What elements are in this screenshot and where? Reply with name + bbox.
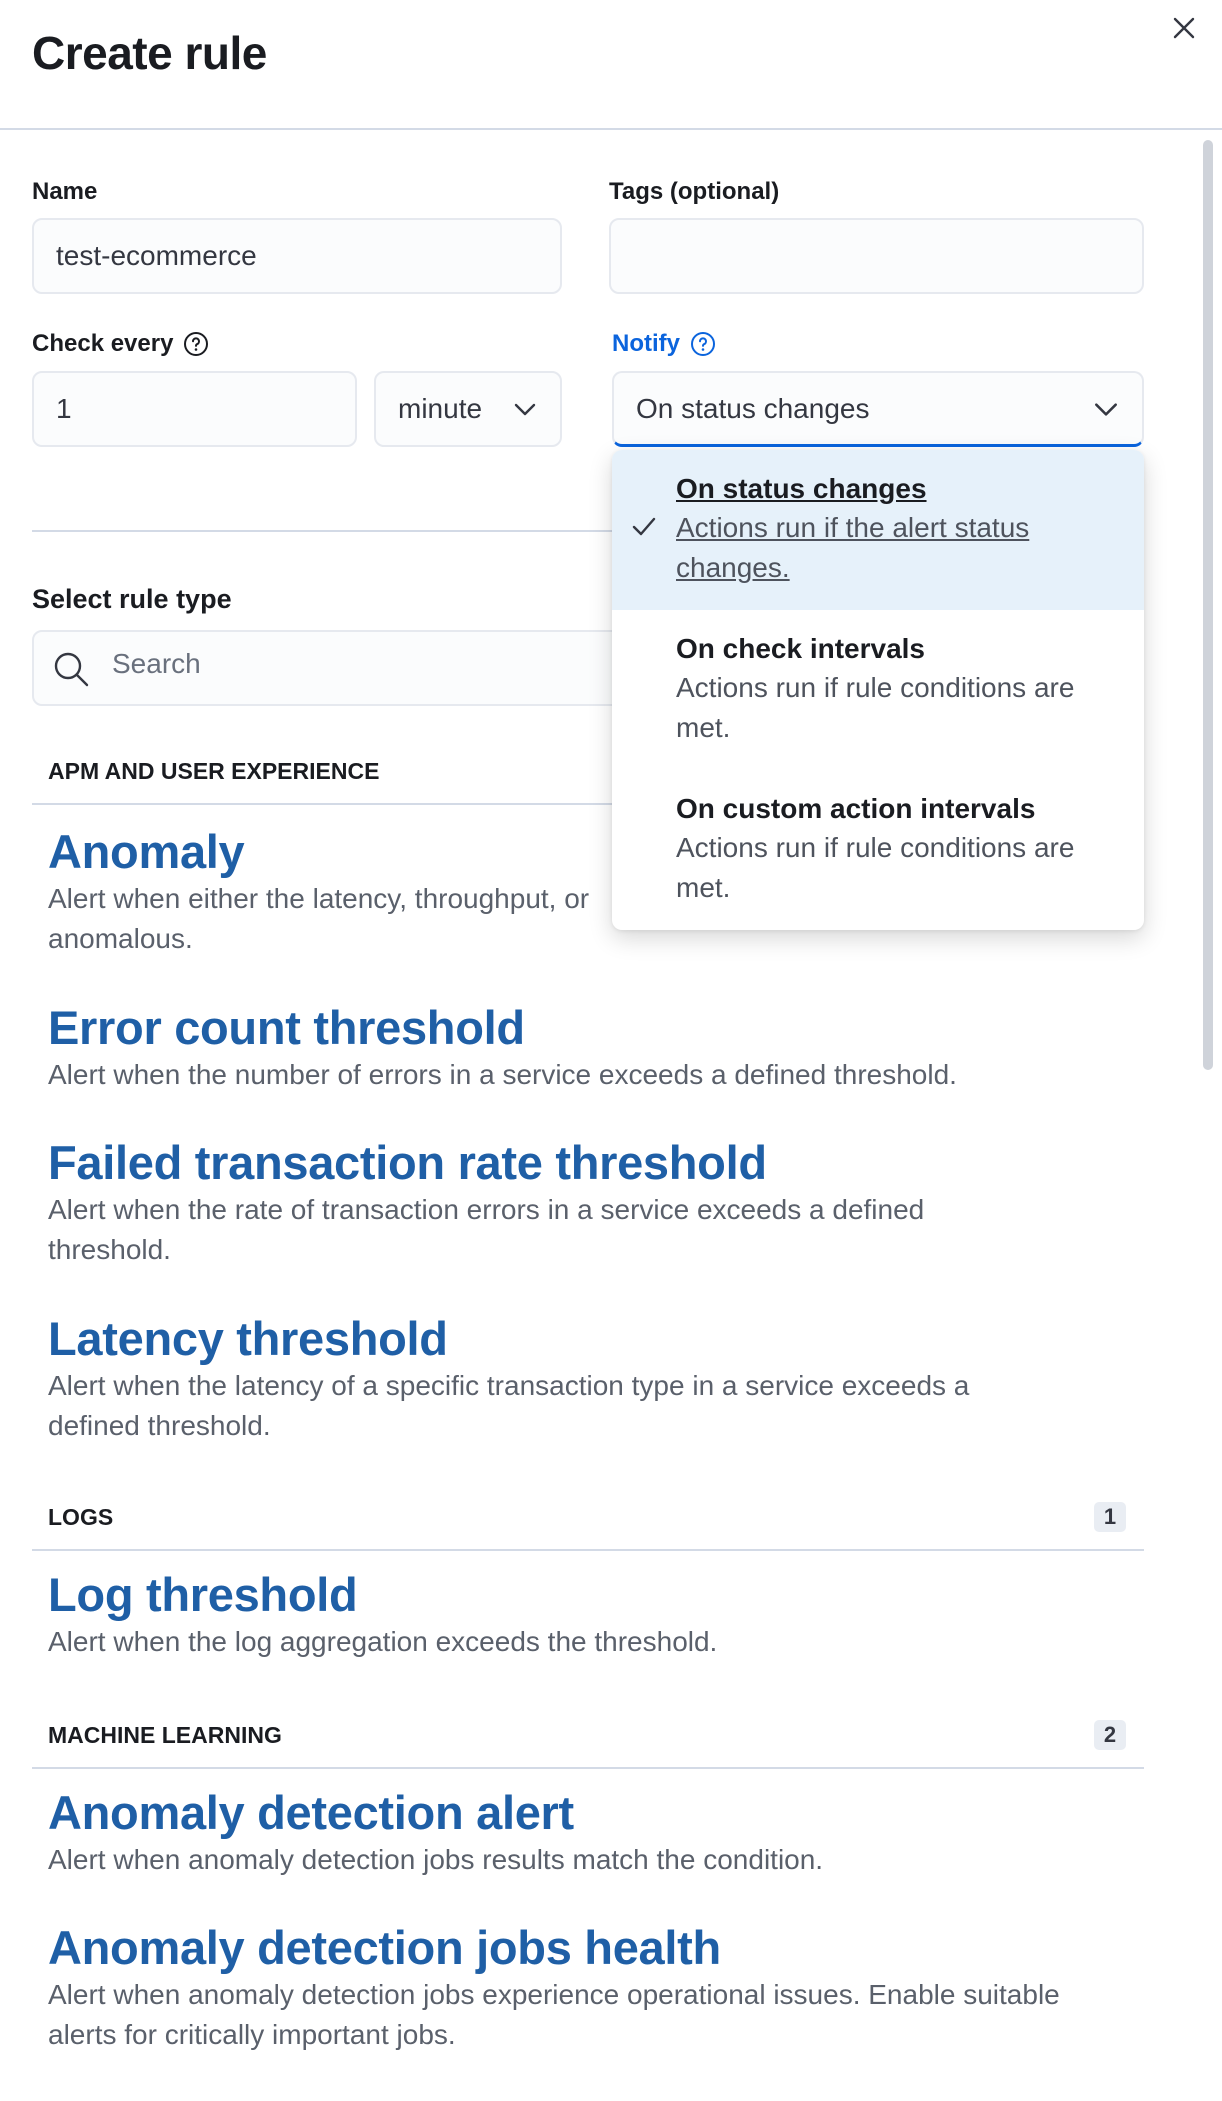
name-input[interactable]: [32, 218, 562, 294]
option-title: On check intervals: [676, 633, 926, 664]
check-icon: [630, 512, 658, 545]
rule-latency-threshold[interactable]: [48, 1312, 1128, 1446]
question-circle-icon[interactable]: [690, 331, 716, 357]
interval-value: 1: [56, 393, 72, 424]
rule-anomaly-detection-alert[interactable]: [48, 1786, 1128, 1880]
notify-option-status-changes[interactable]: [612, 450, 1144, 610]
name-label: Name: [32, 178, 98, 205]
notify-label: [612, 330, 716, 358]
notify-option-check-intervals[interactable]: [612, 610, 1144, 770]
name-value: test-ecommerce: [56, 240, 257, 271]
interval-unit-select[interactable]: [374, 371, 562, 447]
rule-anomaly-detection-jobs-health[interactable]: [48, 1921, 1128, 2055]
section-divider: [32, 1549, 1144, 1551]
notify-option-custom-action-intervals[interactable]: [612, 770, 1144, 930]
page-title: Create rule: [32, 27, 267, 79]
interval-input[interactable]: [32, 371, 357, 447]
chevron-down-icon: [512, 396, 538, 422]
flyout-header: [0, 0, 1222, 130]
rule-error-count-threshold[interactable]: [48, 1001, 1128, 1095]
notify-select[interactable]: [612, 371, 1144, 447]
option-title: On status changes: [676, 473, 927, 504]
check-every-label: [32, 330, 209, 358]
rule-desc: Alert when anomaly detection jobs experience operational issues. Enable suitable: [48, 1979, 1060, 2010]
close-icon[interactable]: [1164, 8, 1204, 48]
notify-dropdown: [612, 450, 1144, 930]
search-icon: [52, 650, 90, 693]
notify-text: Notify: [612, 330, 680, 357]
scrollbar[interactable]: [1203, 140, 1213, 1070]
question-circle-icon[interactable]: [183, 331, 209, 357]
option-desc: Actions run if the alert status changes.: [676, 512, 1030, 583]
rule-log-threshold[interactable]: [48, 1568, 1128, 1662]
section-apm: APM AND USER EXPERIENCE: [48, 758, 380, 784]
option-title: On custom action intervals: [676, 793, 1036, 824]
check-every-text: Check every: [32, 330, 174, 357]
rule-desc: Alert when anomaly detection jobs results match the condition.: [48, 1844, 824, 1875]
rule-desc: Alert when the latency of a specific transaction type in a service exceeds a: [48, 1370, 970, 1401]
tags-input[interactable]: [609, 218, 1144, 294]
section-machine-learning: MACHINE LEARNING: [48, 1722, 282, 1748]
rule-desc: Alert when the number of errors in a service exceeds a defined threshold.: [48, 1059, 957, 1090]
rule-desc: Alert when the rate of transaction errors in a service exceeds a defined: [48, 1194, 925, 1225]
rule-desc: threshold.: [48, 1234, 171, 1265]
rule-title: Latency threshold: [48, 1312, 448, 1365]
count-badge: 1: [1094, 1502, 1126, 1532]
rule-desc: Alert when the log aggregation exceeds the threshold.: [48, 1626, 718, 1657]
option-desc: Actions run if rule conditions are met.: [676, 832, 1075, 903]
rule-desc: defined threshold.: [48, 1410, 271, 1441]
rule-title: Log threshold: [48, 1568, 358, 1621]
section-logs: LOGS: [48, 1504, 114, 1530]
rule-desc: alerts for critically important jobs.: [48, 2019, 456, 2050]
rule-desc: anomalous.: [48, 923, 193, 954]
rule-title: Anomaly detection alert: [48, 1786, 574, 1839]
rule-title: Anomaly: [48, 825, 245, 878]
tags-label: Tags (optional): [609, 178, 780, 205]
notify-value: On status changes: [636, 392, 870, 424]
rule-type-label: Select rule type: [32, 584, 232, 614]
rule-title: Error count threshold: [48, 1001, 525, 1054]
rule-title: Failed transaction rate threshold: [48, 1136, 767, 1189]
interval-unit-value: minute: [398, 393, 483, 424]
rule-failed-transaction-rate-threshold[interactable]: [48, 1136, 1128, 1270]
section-divider: [32, 1767, 1144, 1769]
count-badge: 2: [1094, 1720, 1126, 1750]
rule-title: Anomaly detection jobs health: [48, 1921, 721, 1974]
search-placeholder: Search: [112, 648, 201, 679]
rule-desc: Alert when either the latency, throughput, or: [48, 883, 590, 914]
option-desc: Actions run if rule conditions are met.: [676, 672, 1075, 743]
chevron-down-icon: [1092, 395, 1120, 423]
